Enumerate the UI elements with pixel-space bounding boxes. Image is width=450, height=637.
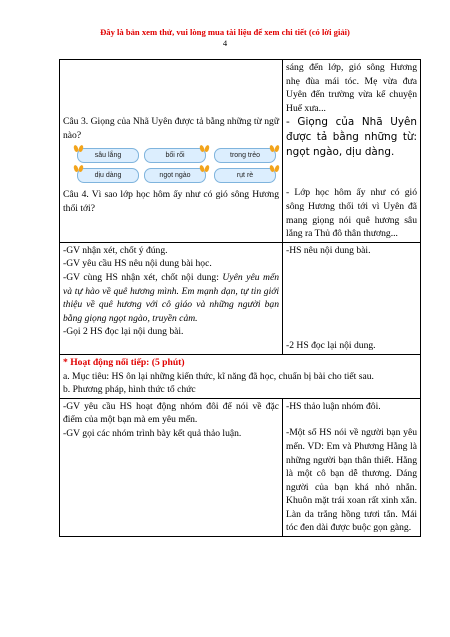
word-chip: bối rối (144, 148, 206, 163)
student-step: -HS nêu nội dung bài. (286, 244, 371, 256)
butterfly-icon (270, 165, 279, 173)
answer-3: - Giọng của Nhã Uyên được tả bằng những từ: ngọt ngào, dịu dàng. (286, 116, 417, 159)
section-cell (60, 354, 421, 398)
student-step: -Một số HS nói về người bạn yêu mến. VD: Em và Phương Hằng là những người bạn thân thiết. Hằng là một cô bạn dễ thương. Dáng người của bạn khá nhỏ nhắn. Khuôn mặt trái xoan rất xinh xắn. Làn da trắng hồng tươi tắn. Mái tóc đen dài được buộc gọn gàng. (286, 427, 417, 534)
student-cell (283, 242, 421, 354)
table-row (60, 354, 421, 398)
teacher-step: -GV yêu cầu HS hoạt động nhóm đôi để nói về đặc điểm của một bạn mà em yêu mến. (63, 400, 280, 426)
teacher-step: -GV nhận xét, chốt ý đúng. (63, 244, 168, 256)
question-3: Câu 3. Giọng của Nhã Uyên được tả bằng những từ ngữ nào? (63, 116, 280, 141)
word-chip: ngọt ngào (144, 168, 206, 183)
word-chip: sâu lắng (77, 148, 139, 163)
section-method: b. Phương pháp, hình thức tổ chức (63, 384, 196, 396)
lesson-table (59, 59, 421, 537)
student-step: -2 HS đọc lại nội dung. (286, 340, 376, 352)
preview-banner: Đây là bản xem thử, vui lòng mua tài liệu để xem chi tiết (có lời giải) (100, 27, 350, 37)
table-row (60, 242, 421, 354)
page-number: 4 (222, 38, 228, 48)
teacher-step: -GV gọi các nhóm trình bày kết quả thảo luận. (63, 427, 242, 439)
butterfly-icon (270, 145, 279, 153)
answer-context: sáng đến lớp, gió sông Hương nhẹ đùa mái tóc. Mẹ vừa đưa Uyên đến trường vừa kể chuyện Huế xưa... (286, 62, 417, 114)
student-cell (283, 398, 421, 536)
teacher-cell (60, 398, 283, 536)
answer-4: - Lớp học hôm ấy như có gió sông Hương thổi tới vì Uyên đã mang giọng nói quê hương sâu lắng ra Thủ đô thân thương... (286, 187, 417, 240)
table-row (60, 60, 421, 243)
teacher-step: -Gọi 2 HS đọc lại nội dung bài. (63, 326, 184, 338)
teacher-step: -GV yêu cầu HS nêu nội dung bài học. (63, 258, 212, 270)
student-step: -HS thảo luận nhóm đôi. (286, 400, 381, 412)
butterfly-icon (74, 165, 83, 173)
word-chips (69, 144, 279, 184)
word-chip: rụt rè (214, 168, 276, 183)
question-4: Câu 4. Vì sao lớp học hôm ấy như có gió sông Hương thổi tới? (63, 189, 280, 214)
table-row (60, 398, 421, 536)
word-chip: trong trẻo (214, 148, 276, 163)
butterfly-icon (200, 145, 209, 153)
word-chip: dịu dàng (77, 168, 139, 183)
student-cell (283, 60, 421, 243)
butterfly-icon (74, 145, 83, 153)
section-goal: a. Mục tiêu: HS ôn lại những kiến thức, kĩ năng đã học, chuẩn bị bài cho tiết sau. (63, 370, 374, 382)
teacher-step: -GV cùng HS nhận xét, chốt nội dung: Uyên yêu mến và tự hào về quê hương mình. Em mạnh dạn, tự tin giới thiệu về quê hương với cô giáo và những người bạn bằng giọng ngọt ngào, truyền cảm. (63, 271, 280, 324)
teacher-cell (60, 242, 283, 354)
section-title: * Hoạt động nối tiếp: (5 phút) (63, 356, 185, 368)
butterfly-icon (200, 165, 209, 173)
teacher-cell (60, 60, 283, 243)
